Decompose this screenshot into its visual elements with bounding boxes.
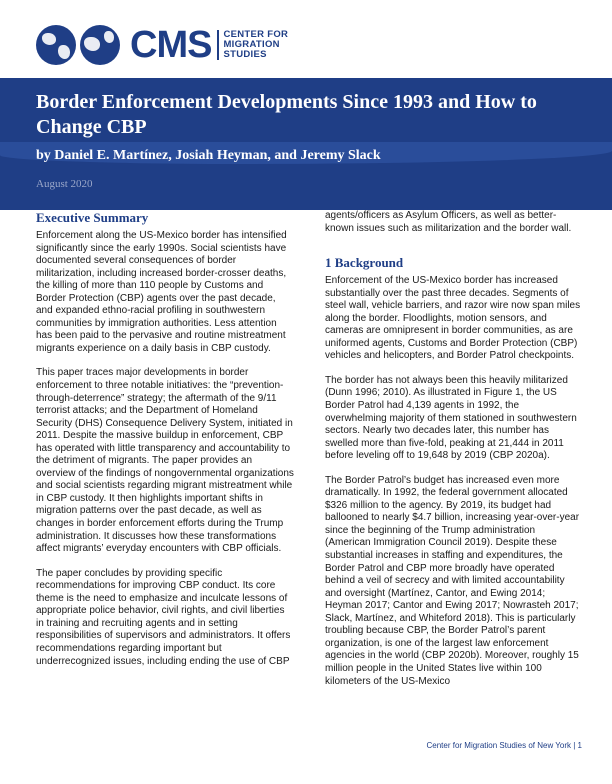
- globe-icon: [36, 25, 76, 65]
- cms-logo[interactable]: [36, 24, 288, 66]
- background-heading: 1 Background: [325, 255, 404, 271]
- paragraph: This paper traces major developments in border enforcement to three notable initiatives: the “prevention-through-deterrence” strategy; the aftermath of the 9/11 terrorist attacks; and the Department of Homeland Security (DHS) Consequence Delivery System, initiated in 2011. Despite the massive buildup in enforcement, CBP has operated with little transparency and accountability to the detriment of migrants. The paper provides an overview of the findings of nongovernmental organizations and social scientists regarding migrant mistreatment while in CBP custody. It then highlights important shifts in migration patterns over the past decade, as well as changes in border enforcement efforts during the Trump administration. It discusses how these transformations affect migrants’ everyday encounters with CBP officials.: [36, 367, 294, 555]
- header: [0, 0, 612, 70]
- logo-subtitle: CENTER FOR MIGRATION STUDIES: [217, 30, 288, 60]
- paragraph-continuation: agents/officers as Asylum Officers, as well as better-known issues such as militarization and the border wall.: [325, 210, 572, 234]
- logo-acronym: CMS: [130, 24, 212, 66]
- paragraph: The Border Patrol’s budget has increased even more dramatically. In 1992, the federal government allocated $326 million to the agency. By 2019, its budget had ballooned to nearly $4.7 billion, increasing year-over-year since the beginning of the Trump administration (American Immigration Council 2019). Despite these substantial increases in staffing and expenditures, the Border Patrol and CBP more broadly have operated behind a veil of secrecy and with limited accountability and oversight (Martínez, Cantor, and Ewing 2014; Heyman 2017; Cantor and Ewing 2017; Nowrasteh 2017; Slack, Martínez, and Whiteford 2018). This is particularly troubling because CBP, the Border Patrol’s parent organization, is one of the largest law enforcement agencies in the world (CBP 2020b). Moreover, roughly 15 million people in the United States live within 100 kilometers of the US-Mexico: [325, 474, 580, 687]
- paragraph: Enforcement along the US-Mexico border has intensified significantly since the early 1990s. Social scientists have documented several consequences of border militarization, including increased border-crosser deaths, the killing of more than 110 people by Customs and Border Protection (CBP) agents over the past decade, and expanded ethno-racial profiling in southwestern communities by immigration authorities. Less attention has been paid to the pervasive and routine mistreatment migrants experience on a daily basis in CBP custody.: [36, 230, 287, 354]
- globe-icon: [80, 25, 120, 65]
- paragraph: Enforcement of the US-Mexico border has increased substantially over the past three decades. Segments of steel wall, vehicle barriers, and razor wire now span miles along the border. Floodlights, motion sensors, and cameras are omnipresent in border communities, as are uniformed agents, Customs and Border Protection (CBP) vehicles and helicopters, and Border Patrol checkpoints.: [325, 275, 581, 362]
- publication-date: August 2020: [36, 178, 93, 190]
- executive-summary-heading: Executive Summary: [36, 210, 149, 225]
- authors: by Daniel E. Martínez, Josiah Heyman, and Jeremy Slack: [36, 148, 381, 163]
- page-footer: Center for Migration Studies of New York | 1: [426, 741, 582, 750]
- left-column: [36, 210, 294, 680]
- paper-title: Border Enforcement Developments Since 1993 and How to Change CBP: [36, 91, 537, 138]
- paragraph: The border has not always been this heavily militarized (Dunn 1996; 2010). As illustrated in Figure 1, the US Border Patrol had 4,139 agents in 1992, the overwhelming majority of them stationed in southwestern sectors. Nearly two decades later, this number has swelled more than five-fold, peaking at 21,444 in 2011 before leveling off to 19,648 by 2019 (CBP 2020a).: [325, 374, 577, 462]
- paragraph: The paper concludes by providing specific recommendations for improving CBP conduct. Its core theme is the need to emphasize and inculcate lessons of appropriate police behavior, civil rights, and civil liberties in training and recruiting agents and in setting responsibilities of supervisors and administrators. It offers recommendations regarding important but underrecognized issues, including ending the use of CBP: [36, 567, 291, 667]
- right-column: [325, 210, 583, 700]
